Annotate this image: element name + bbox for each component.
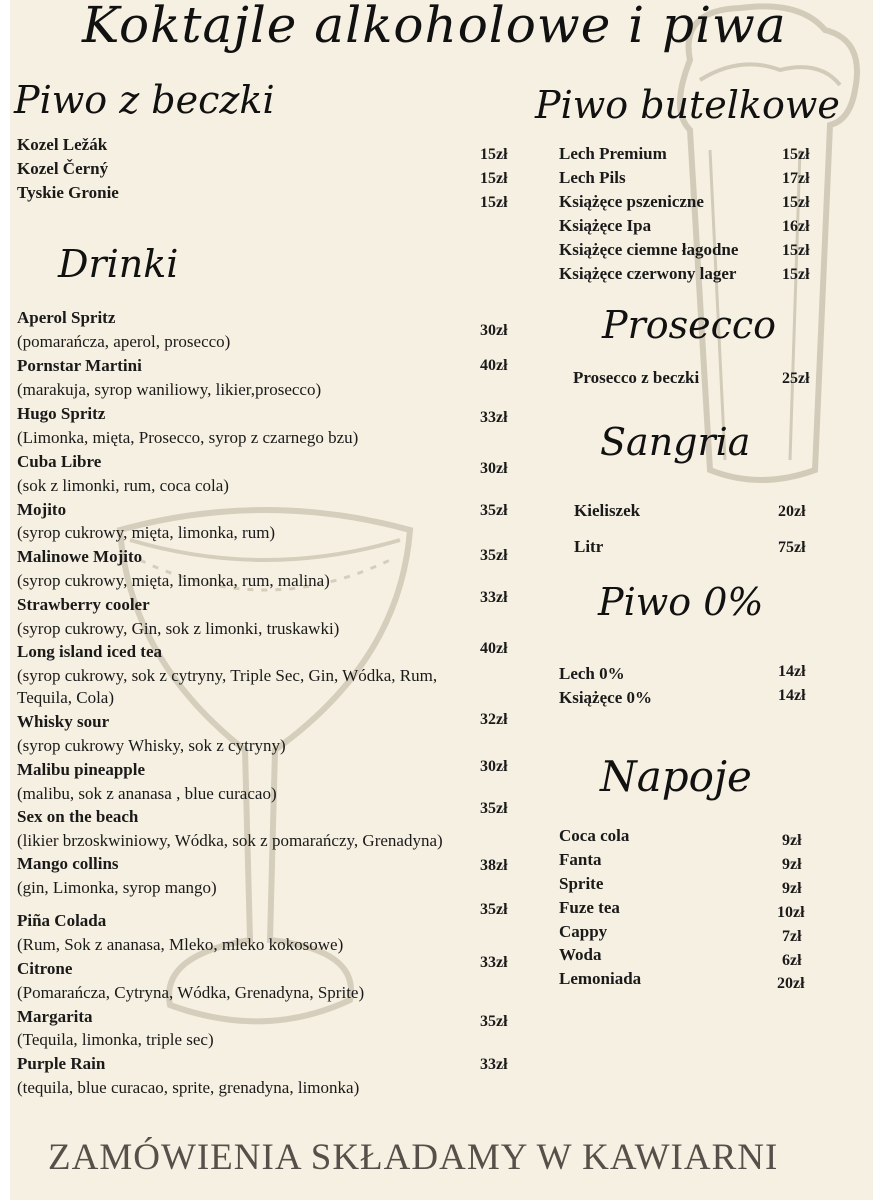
drink-price: 35zł bbox=[480, 502, 508, 519]
menu-item-price: 6zł bbox=[782, 952, 802, 969]
drink-description: (gin, Limonka, syrop mango) bbox=[17, 878, 217, 897]
menu-item-price: 16zł bbox=[782, 218, 810, 235]
menu-item-price: 75zł bbox=[778, 539, 806, 556]
menu-item-price: 20zł bbox=[777, 975, 805, 992]
drink-name: Malinowe Mojito bbox=[17, 547, 143, 566]
menu-item-price: 17zł bbox=[782, 170, 810, 187]
drink-name: Hugo Spritz bbox=[17, 404, 106, 423]
drink-description: Tequila, Cola) bbox=[17, 688, 115, 707]
menu-item-name: Coca cola bbox=[559, 826, 630, 845]
menu-item-name: Litr bbox=[574, 537, 604, 556]
section-title-bottled-beer: Piwo butelkowe bbox=[535, 83, 840, 127]
menu-item-name: Kozel Ležák bbox=[17, 135, 108, 154]
menu-item-name: Książęce Ipa bbox=[559, 216, 652, 235]
drink-description: (Pomarańcza, Cytryna, Wódka, Grenadyna, Sprite) bbox=[17, 983, 365, 1002]
menu-item-name: Kozel Černý bbox=[17, 159, 109, 178]
menu-item-price: 15zł bbox=[480, 170, 508, 187]
menu-item-price: 14zł bbox=[778, 687, 806, 704]
drink-price: 35zł bbox=[480, 901, 508, 918]
section-title-beer-zero: Piwo 0% bbox=[598, 580, 764, 624]
menu-item-price: 15zł bbox=[782, 194, 810, 211]
drink-name: Purple Rain bbox=[17, 1054, 106, 1073]
menu-item-price: 15zł bbox=[480, 194, 508, 211]
menu-item-price: 9zł bbox=[782, 880, 802, 897]
drink-name: Strawberry cooler bbox=[17, 595, 150, 614]
drink-price: 33zł bbox=[480, 954, 508, 971]
drink-name: Pornstar Martini bbox=[17, 356, 142, 375]
drink-price: 35zł bbox=[480, 547, 508, 564]
menu-page bbox=[10, 0, 873, 1200]
menu-item-name: Cappy bbox=[559, 922, 608, 941]
drink-description: (syrop cukrowy, mięta, limonka, rum) bbox=[17, 523, 276, 542]
menu-item-name: Woda bbox=[559, 945, 602, 964]
drink-name: Sex on the beach bbox=[17, 807, 139, 826]
menu-item-price: 25zł bbox=[782, 370, 810, 387]
section-title-draft-beer: Piwo z beczki bbox=[14, 78, 275, 122]
drink-name: Citrone bbox=[17, 959, 73, 978]
drink-name: Malibu pineapple bbox=[17, 760, 146, 779]
drink-description: (marakuja, syrop waniliowy, likier,prosecco) bbox=[17, 380, 322, 399]
drink-name: Long island iced tea bbox=[17, 642, 162, 661]
menu-item-name: Sprite bbox=[559, 874, 604, 893]
menu-item-name: Książęce pszeniczne bbox=[559, 192, 704, 211]
menu-item-name: Książęce 0% bbox=[559, 688, 652, 707]
menu-item-name: Tyskie Gronie bbox=[17, 183, 119, 202]
drink-price: 33zł bbox=[480, 589, 508, 606]
menu-item-price: 15zł bbox=[782, 146, 810, 163]
menu-item-name: Książęce ciemne łagodne bbox=[559, 240, 739, 259]
menu-item-price: 20zł bbox=[778, 503, 806, 520]
menu-item-price: 9zł bbox=[782, 856, 802, 873]
menu-item-name: Kieliszek bbox=[574, 501, 641, 520]
drink-description: (syrop cukrowy, sok z cytryny, Triple Sec, Gin, Wódka, Rum, bbox=[17, 666, 438, 685]
menu-item-price: 15zł bbox=[782, 242, 810, 259]
drink-description: (malibu, sok z ananasa , blue curacao) bbox=[17, 784, 277, 803]
drink-name: Aperol Spritz bbox=[17, 308, 116, 327]
menu-item-price: 10zł bbox=[777, 904, 805, 921]
drink-description: (sok z limonki, rum, coca cola) bbox=[17, 476, 229, 495]
drink-description: (tequila, blue curacao, sprite, grenadyna, limonka) bbox=[17, 1078, 360, 1097]
menu-item-name: Lech Premium bbox=[559, 144, 667, 163]
drink-description: (Rum, Sok z ananasa, Mleko, mleko kokosowe) bbox=[17, 935, 344, 954]
menu-item-price: 15zł bbox=[480, 146, 508, 163]
drink-price: 30zł bbox=[480, 758, 508, 775]
menu-item-price: 9zł bbox=[782, 832, 802, 849]
menu-item-name: Książęce czerwony lager bbox=[559, 264, 737, 283]
drink-name: Piña Colada bbox=[17, 911, 107, 930]
drink-description: (pomarańcza, aperol, prosecco) bbox=[17, 332, 231, 351]
menu-item-price: 15zł bbox=[782, 266, 810, 283]
drink-price: 30zł bbox=[480, 322, 508, 339]
menu-item-name: Lemoniada bbox=[559, 969, 642, 988]
drink-name: Margarita bbox=[17, 1007, 93, 1026]
drink-price: 40zł bbox=[480, 357, 508, 374]
section-title-prosecco: Prosecco bbox=[602, 303, 777, 347]
menu-item-name: Fanta bbox=[559, 850, 602, 869]
drink-name: Cuba Libre bbox=[17, 452, 102, 471]
menu-item-price: 7zł bbox=[782, 928, 802, 945]
menu-title: Koktajle alkoholowe i piwa bbox=[82, 0, 787, 54]
drink-name: Whisky sour bbox=[17, 712, 110, 731]
menu-item-name: Lech 0% bbox=[559, 664, 625, 683]
drink-price: 35zł bbox=[480, 800, 508, 817]
section-title-sangria: Sangria bbox=[600, 420, 751, 464]
menu-item-name: Lech Pils bbox=[559, 168, 626, 187]
section-title-drinks: Drinki bbox=[58, 242, 179, 286]
section-title-soft-drinks: Napoje bbox=[600, 752, 752, 801]
menu-item-price: 14zł bbox=[778, 663, 806, 680]
drink-price: 32zł bbox=[480, 711, 508, 728]
drink-name: Mojito bbox=[17, 500, 67, 519]
drink-description: (syrop cukrowy, Gin, sok z limonki, truskawki) bbox=[17, 619, 340, 638]
menu-item-name: Prosecco z beczki bbox=[573, 368, 700, 387]
drink-description: (syrop cukrowy Whisky, sok z cytryny) bbox=[17, 736, 286, 755]
drink-price: 30zł bbox=[480, 460, 508, 477]
drink-price: 38zł bbox=[480, 857, 508, 874]
drink-description: (likier brzoskwiniowy, Wódka, sok z pomarańczy, Grenadyna) bbox=[17, 831, 443, 850]
drink-price: 33zł bbox=[480, 1056, 508, 1073]
menu-item-name: Fuze tea bbox=[559, 898, 620, 917]
drink-description: (syrop cukrowy, mięta, limonka, rum, malina) bbox=[17, 571, 330, 590]
drink-price: 33zł bbox=[480, 409, 508, 426]
drink-name: Mango collins bbox=[17, 854, 119, 873]
order-info-footer: ZAMÓWIENIA SKŁADAMY W KAWIARNI bbox=[48, 1137, 779, 1178]
drink-description: (Limonka, mięta, Prosecco, syrop z czarnego bzu) bbox=[17, 428, 359, 447]
drink-description: (Tequila, limonka, triple sec) bbox=[17, 1030, 214, 1049]
drink-price: 35zł bbox=[480, 1013, 508, 1030]
drink-price: 40zł bbox=[480, 640, 508, 657]
